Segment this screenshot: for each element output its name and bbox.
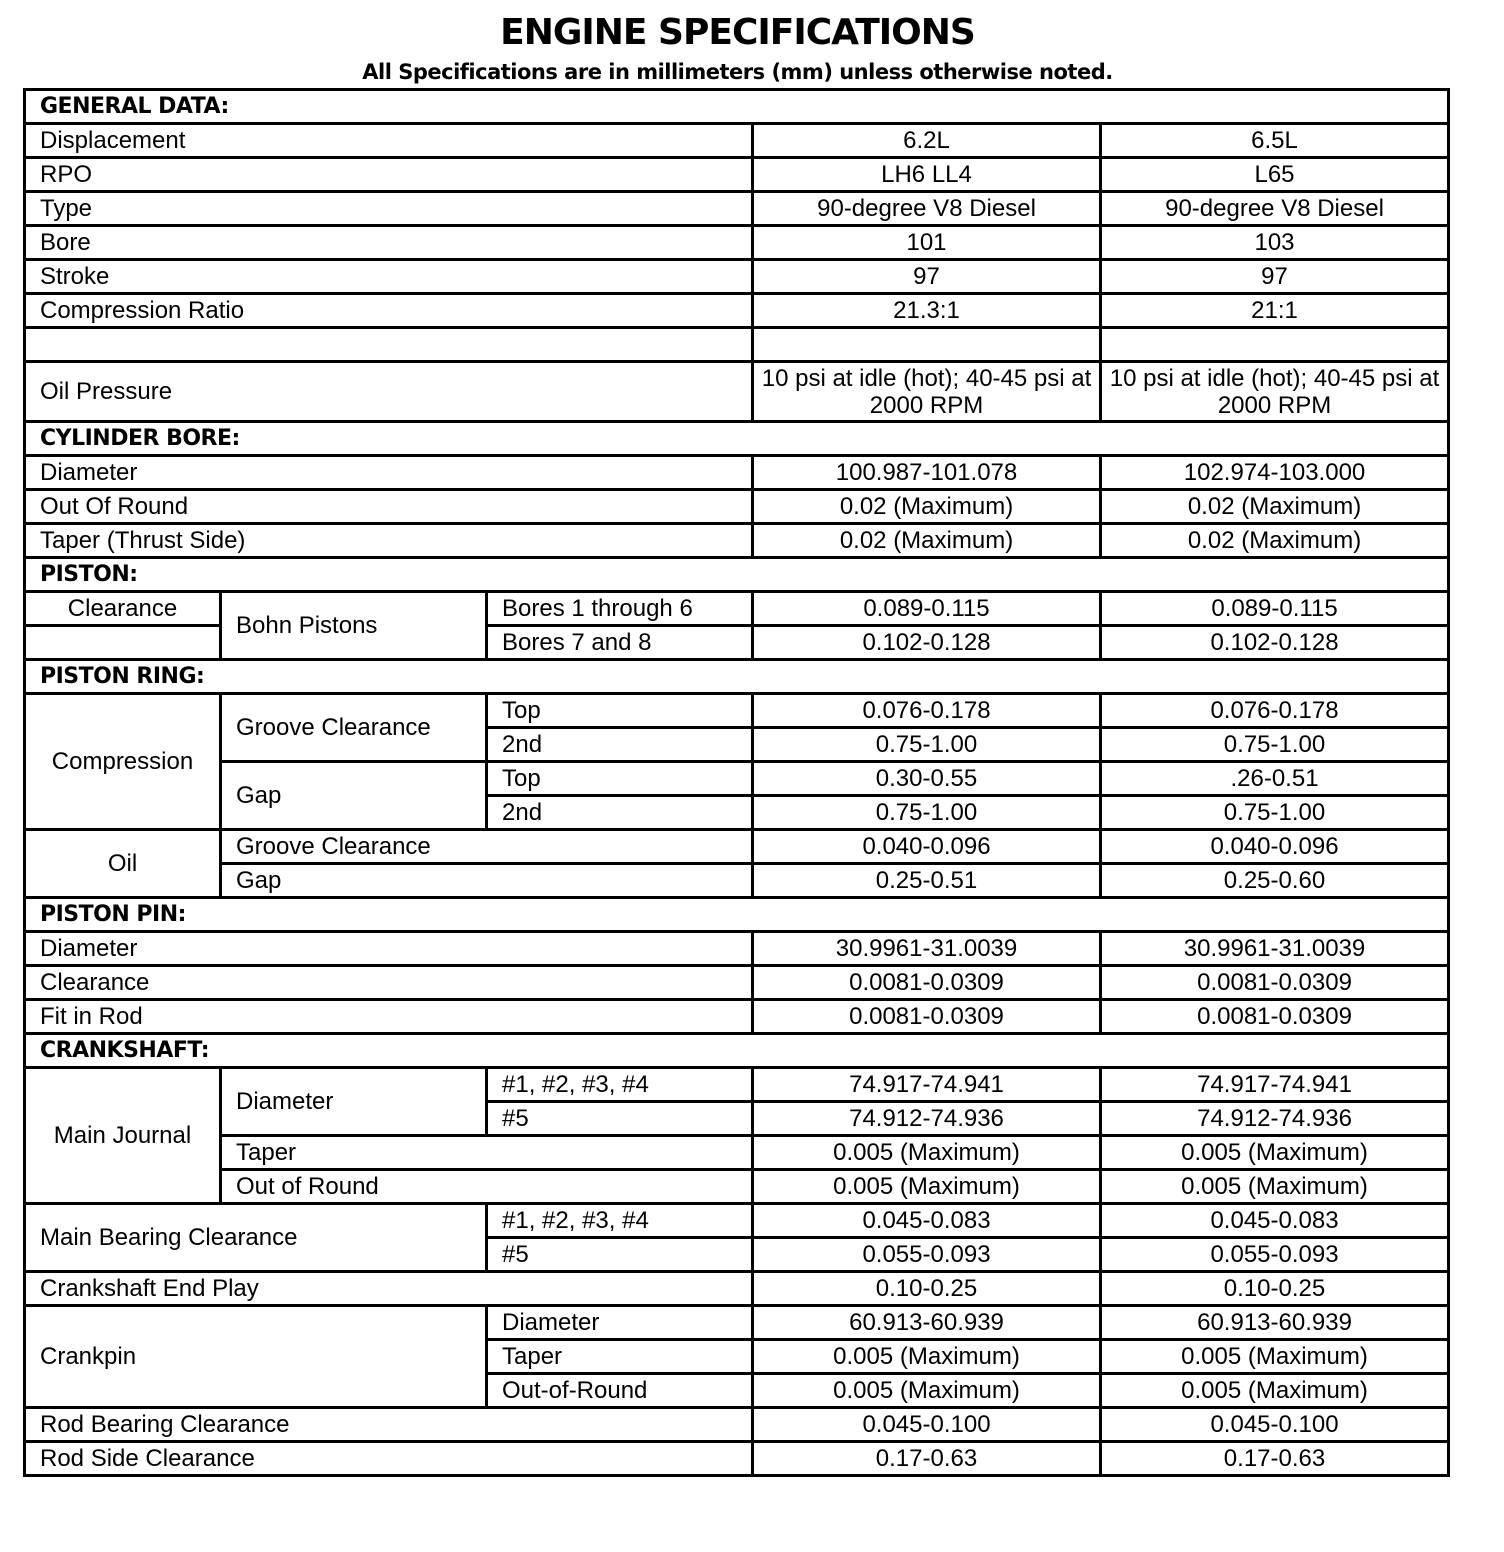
row-label: Compression Ratio xyxy=(25,294,753,328)
value-6-2l: 0.005 (Maximum) xyxy=(753,1170,1101,1204)
value-6-2l: LH6 LL4 xyxy=(753,158,1101,192)
section-header: GENERAL DATA: xyxy=(25,90,1449,124)
value-6-5l: 6.5L xyxy=(1101,124,1449,158)
value-6-5l: 0.005 (Maximum) xyxy=(1101,1170,1449,1204)
row-label: Fit in Rod xyxy=(25,1000,753,1034)
table-row xyxy=(25,362,1449,422)
value-6-5l: 21:1 xyxy=(1101,294,1449,328)
value-6-5l: 74.917-74.941 xyxy=(1101,1068,1449,1102)
value-6-2l: 0.055-0.093 xyxy=(753,1238,1101,1272)
blank-row xyxy=(25,328,1449,362)
row-label: Taper xyxy=(221,1136,753,1170)
row-label: Top xyxy=(487,762,753,796)
table-row xyxy=(25,524,1449,558)
row-label: Out of Round xyxy=(221,1170,753,1204)
row-label: #1, #2, #3, #4 xyxy=(487,1204,753,1238)
diameter-label: Diameter xyxy=(221,1068,487,1136)
table-row xyxy=(25,1000,1449,1034)
table-row xyxy=(25,456,1449,490)
table-row xyxy=(25,864,1449,898)
value-6-2l: 74.917-74.941 xyxy=(753,1068,1101,1102)
section-row-cylinder-bore xyxy=(25,422,1449,456)
value-6-5l: 0.040-0.096 xyxy=(1101,830,1449,864)
value-6-5l: 0.25-0.60 xyxy=(1101,864,1449,898)
value-6-5l: 0.005 (Maximum) xyxy=(1101,1340,1449,1374)
value-6-2l: 0.10-0.25 xyxy=(753,1272,1101,1306)
row-label: Rod Side Clearance xyxy=(25,1442,753,1476)
row-label: Gap xyxy=(221,864,753,898)
value-6-2l: 97 xyxy=(753,260,1101,294)
table-row xyxy=(25,490,1449,524)
value-6-2l: 0.25-0.51 xyxy=(753,864,1101,898)
value-6-2l: 10 psi at idle (hot); 40-45 psi at 2000 RPM xyxy=(753,362,1101,422)
value-6-2l: 0.076-0.178 xyxy=(753,694,1101,728)
value-6-5l: 10 psi at idle (hot); 40-45 psi at 2000 RPM xyxy=(1101,362,1449,422)
value-6-5l: 60.913-60.939 xyxy=(1101,1306,1449,1340)
table-row xyxy=(25,932,1449,966)
main-bearing-clearance-label: Main Bearing Clearance xyxy=(25,1204,487,1272)
value-6-5l: 0.02 (Maximum) xyxy=(1101,524,1449,558)
row-label: Displacement xyxy=(25,124,753,158)
row-label: Diameter xyxy=(487,1306,753,1340)
table-row xyxy=(25,1442,1449,1476)
value-6-2l: 0.005 (Maximum) xyxy=(753,1340,1101,1374)
table-row xyxy=(25,1204,1449,1238)
value-6-2l: 0.75-1.00 xyxy=(753,728,1101,762)
value-6-5l: 97 xyxy=(1101,260,1449,294)
row-label: Oil Pressure xyxy=(25,362,753,422)
table-row xyxy=(25,1306,1449,1340)
value-6-5l: 0.005 (Maximum) xyxy=(1101,1136,1449,1170)
section-row-piston-pin xyxy=(25,898,1449,932)
section-row-general xyxy=(25,90,1449,124)
clearance-label: Clearance xyxy=(25,592,221,626)
value-6-2l: 74.912-74.936 xyxy=(753,1102,1101,1136)
value-6-5l: 0.75-1.00 xyxy=(1101,796,1449,830)
row-label: Diameter xyxy=(25,456,753,490)
row-label: Taper (Thrust Side) xyxy=(25,524,753,558)
value-6-5l: 74.912-74.936 xyxy=(1101,1102,1449,1136)
blank-cell xyxy=(1101,328,1449,362)
row-label: Taper xyxy=(487,1340,753,1374)
value-6-2l: 0.02 (Maximum) xyxy=(753,490,1101,524)
blank-cell xyxy=(25,626,221,660)
groove-clearance-label: Groove Clearance xyxy=(221,694,487,762)
value-6-5l: 0.045-0.083 xyxy=(1101,1204,1449,1238)
table-row xyxy=(25,1170,1449,1204)
bohn-pistons-label: Bohn Pistons xyxy=(221,592,487,660)
value-6-2l: 0.005 (Maximum) xyxy=(753,1374,1101,1408)
value-6-2l: 21.3:1 xyxy=(753,294,1101,328)
table-row xyxy=(25,1136,1449,1170)
value-6-2l: 0.75-1.00 xyxy=(753,796,1101,830)
row-label: Out Of Round xyxy=(25,490,753,524)
value-6-2l: 90-degree V8 Diesel xyxy=(753,192,1101,226)
row-label: Stroke xyxy=(25,260,753,294)
table-row xyxy=(25,592,1449,626)
row-label: Diameter xyxy=(25,932,753,966)
value-6-5l: 0.0081-0.0309 xyxy=(1101,966,1449,1000)
value-6-5l: 0.102-0.128 xyxy=(1101,626,1449,660)
value-6-5l: 0.0081-0.0309 xyxy=(1101,1000,1449,1034)
row-label: 2nd xyxy=(487,796,753,830)
page-subtitle: All Specifications are in millimeters (mm) unless otherwise noted. xyxy=(362,60,1113,84)
value-6-5l: 0.055-0.093 xyxy=(1101,1238,1449,1272)
table-row xyxy=(25,124,1449,158)
main-journal-label: Main Journal xyxy=(25,1068,221,1204)
row-label: #5 xyxy=(487,1102,753,1136)
value-6-2l: 0.30-0.55 xyxy=(753,762,1101,796)
value-6-2l: 0.040-0.096 xyxy=(753,830,1101,864)
value-6-5l: 0.089-0.115 xyxy=(1101,592,1449,626)
value-6-2l: 0.005 (Maximum) xyxy=(753,1136,1101,1170)
table-row xyxy=(25,762,1449,796)
value-6-5l: 0.076-0.178 xyxy=(1101,694,1449,728)
section-header: PISTON RING: xyxy=(25,660,1449,694)
section-header: PISTON PIN: xyxy=(25,898,1449,932)
value-6-2l: 0.045-0.100 xyxy=(753,1408,1101,1442)
value-6-2l: 0.102-0.128 xyxy=(753,626,1101,660)
table-row xyxy=(25,226,1449,260)
row-label: Top xyxy=(487,694,753,728)
engine-spec-table xyxy=(23,88,1450,1477)
value-6-5l: 0.02 (Maximum) xyxy=(1101,490,1449,524)
table-row xyxy=(25,192,1449,226)
value-6-2l: 0.045-0.083 xyxy=(753,1204,1101,1238)
value-6-5l: 30.9961-31.0039 xyxy=(1101,932,1449,966)
value-6-2l: 30.9961-31.0039 xyxy=(753,932,1101,966)
value-6-2l: 100.987-101.078 xyxy=(753,456,1101,490)
row-label: Out-of-Round xyxy=(487,1374,753,1408)
value-6-2l: 0.0081-0.0309 xyxy=(753,966,1101,1000)
section-row-piston-ring xyxy=(25,660,1449,694)
row-label: Bores 7 and 8 xyxy=(487,626,753,660)
value-6-5l: 0.045-0.100 xyxy=(1101,1408,1449,1442)
compression-label: Compression xyxy=(25,694,221,830)
table-row xyxy=(25,830,1449,864)
row-label: Type xyxy=(25,192,753,226)
section-header: CYLINDER BORE: xyxy=(25,422,1449,456)
row-label: 2nd xyxy=(487,728,753,762)
value-6-5l: .26-0.51 xyxy=(1101,762,1449,796)
value-6-5l: 102.974-103.000 xyxy=(1101,456,1449,490)
value-6-2l: 60.913-60.939 xyxy=(753,1306,1101,1340)
value-6-2l: 101 xyxy=(753,226,1101,260)
row-label: Bores 1 through 6 xyxy=(487,592,753,626)
table-row xyxy=(25,1068,1449,1102)
value-6-5l: 0.75-1.00 xyxy=(1101,728,1449,762)
section-row-piston xyxy=(25,558,1449,592)
value-6-2l: 0.02 (Maximum) xyxy=(753,524,1101,558)
blank-cell xyxy=(753,328,1101,362)
value-6-2l: 0.0081-0.0309 xyxy=(753,1000,1101,1034)
oil-label: Oil xyxy=(25,830,221,898)
row-label: RPO xyxy=(25,158,753,192)
gap-label: Gap xyxy=(221,762,487,830)
row-label: Crankshaft End Play xyxy=(25,1272,753,1306)
row-label: Rod Bearing Clearance xyxy=(25,1408,753,1442)
section-header: CRANKSHAFT: xyxy=(25,1034,1449,1068)
value-6-5l: 0.17-0.63 xyxy=(1101,1442,1449,1476)
section-header: PISTON: xyxy=(25,558,1449,592)
table-row xyxy=(25,294,1449,328)
row-label: Bore xyxy=(25,226,753,260)
row-label: Clearance xyxy=(25,966,753,1000)
crankpin-label: Crankpin xyxy=(25,1306,487,1408)
value-6-2l: 6.2L xyxy=(753,124,1101,158)
value-6-2l: 0.17-0.63 xyxy=(753,1442,1101,1476)
value-6-5l: 0.005 (Maximum) xyxy=(1101,1374,1449,1408)
row-label: #1, #2, #3, #4 xyxy=(487,1068,753,1102)
table-row xyxy=(25,966,1449,1000)
value-6-5l: 0.10-0.25 xyxy=(1101,1272,1449,1306)
page-title: ENGINE SPECIFICATIONS xyxy=(500,12,975,53)
value-6-5l: 90-degree V8 Diesel xyxy=(1101,192,1449,226)
table-row xyxy=(25,158,1449,192)
row-label: Groove Clearance xyxy=(221,830,753,864)
value-6-2l: 0.089-0.115 xyxy=(753,592,1101,626)
value-6-5l: 103 xyxy=(1101,226,1449,260)
section-row-crankshaft xyxy=(25,1034,1449,1068)
table-row xyxy=(25,1272,1449,1306)
row-label: #5 xyxy=(487,1238,753,1272)
value-6-5l: L65 xyxy=(1101,158,1449,192)
blank-cell xyxy=(25,328,753,362)
table-row xyxy=(25,694,1449,728)
table-row xyxy=(25,1408,1449,1442)
table-row xyxy=(25,260,1449,294)
